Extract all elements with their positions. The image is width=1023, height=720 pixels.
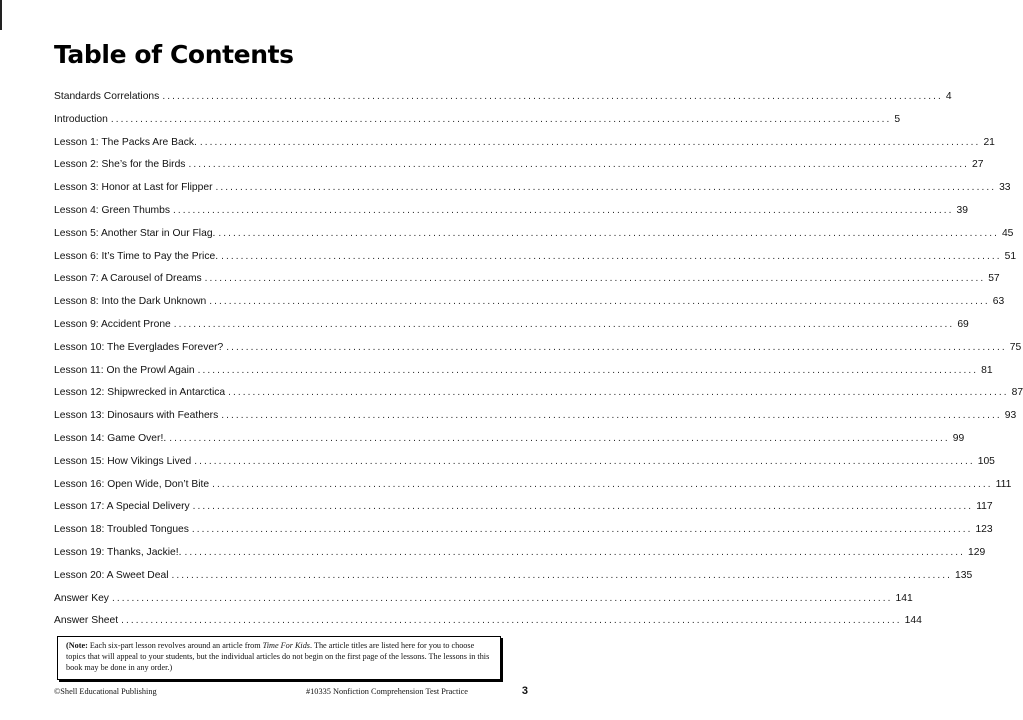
toc-dot-leader: ................................................................................................................................................................ xyxy=(192,501,974,513)
toc-entry-label: Lesson 7: A Carousel of Dreams xyxy=(54,273,202,285)
toc-dot-leader: ................................................................................................................................................................ xyxy=(218,227,999,239)
toc-dot-leader: ................................................................................................................................................................ xyxy=(212,478,993,490)
toc-entry-page: 27 xyxy=(972,159,984,171)
toc-entry-page: 105 xyxy=(977,455,995,467)
toc-entry-label: Introduction xyxy=(54,113,108,125)
toc-entry-label: Answer Sheet xyxy=(54,615,119,627)
toc-dot-leader: ................................................................................................................................................................ xyxy=(121,615,902,627)
toc-entry-label: Lesson 8: Into the Dark Unknown xyxy=(54,296,207,308)
toc-entry xyxy=(54,592,913,616)
page-title: Table of Contents xyxy=(54,40,294,69)
toc-entry-label: Lesson 3: Honor at Last for Flipper xyxy=(54,182,213,194)
toc-entry-label: Lesson 1: The Packs Are Back. xyxy=(54,136,197,148)
toc-entry-page: 63 xyxy=(992,296,1005,308)
note-publication: Time For Kids xyxy=(262,641,310,650)
toc-entry-page: 141 xyxy=(895,592,913,604)
toc-entry xyxy=(54,615,922,638)
toc-entry-label: Lesson 10: The Everglades Forever? xyxy=(54,341,224,353)
toc-entry-page: 21 xyxy=(983,136,995,148)
toc-entry-page: 81 xyxy=(981,364,993,376)
toc-entry xyxy=(54,113,901,137)
toc-entry-page: 99 xyxy=(952,432,965,444)
toc-dot-leader: ................................................................................................................................................................ xyxy=(173,318,955,330)
toc-entry xyxy=(54,204,969,228)
toc-dot-leader: ................................................................................................................................................................ xyxy=(111,592,893,604)
toc-entry-label: Lesson 19: Thanks, Jackie!. xyxy=(54,546,182,558)
toc-dot-leader: ................................................................................................................................................................ xyxy=(197,364,979,376)
toc-dot-leader: ................................................................................................................................................................ xyxy=(226,341,1007,353)
page-footer xyxy=(54,687,528,699)
toc-entry-label: Lesson 15: How Vikings Lived xyxy=(54,455,192,467)
toc-entry-label: Lesson 6: It’s Time to Pay the Price. xyxy=(54,250,219,262)
toc-dot-leader: ................................................................................................................................................................ xyxy=(173,204,954,216)
toc-entry-label: Lesson 4: Green Thumbs xyxy=(54,204,171,216)
toc-dot-leader: ................................................................................................................................................................ xyxy=(221,410,1002,422)
toc-entry-page: 33 xyxy=(999,182,1011,194)
toc-entry-page: 69 xyxy=(957,318,969,330)
toc-entry-label: Lesson 5: Another Star in Our Flag. xyxy=(54,227,216,239)
toc-entry-page: 117 xyxy=(976,501,993,513)
toc-entry-label: Lesson 18: Troubled Tongues xyxy=(54,524,189,536)
page-edge-mark xyxy=(0,0,2,30)
toc-entry-page: 144 xyxy=(904,615,922,627)
toc-entry xyxy=(54,364,993,388)
toc-dot-leader: ................................................................................................................................................................ xyxy=(228,387,1009,399)
toc-dot-leader: ................................................................................................................................................................ xyxy=(199,136,981,148)
toc-entry-page: 39 xyxy=(956,204,969,216)
toc-dot-leader: ................................................................................................................................................................ xyxy=(169,432,950,444)
footer-book-title: #10335 Nonfiction Comprehension Test Practice xyxy=(306,687,468,696)
toc-dot-leader: ................................................................................................................................................................ xyxy=(110,113,892,125)
toc-entry xyxy=(54,455,995,479)
toc-entry xyxy=(54,296,1005,319)
toc-dot-leader: ................................................................................................................................................................ xyxy=(204,273,986,285)
toc-dot-leader: ................................................................................................................................................................ xyxy=(209,296,990,308)
toc-entry-label: Lesson 13: Dinosaurs with Feathers xyxy=(54,410,219,422)
toc-entry-page: 4 xyxy=(945,91,952,102)
toc-entry-page: 129 xyxy=(967,546,986,558)
toc-dot-leader: ................................................................................................................................................................ xyxy=(191,524,973,536)
toc-entry xyxy=(54,318,969,342)
toc-entry-label: Lesson 11: On the Prowl Again xyxy=(54,364,195,376)
toc-entry-page: 123 xyxy=(975,524,993,536)
toc-entry-label: Lesson 20: A Sweet Deal xyxy=(54,569,169,581)
toc-dot-leader: ................................................................................................................................................................ xyxy=(171,569,953,581)
toc-entry-page: 51 xyxy=(1004,250,1017,262)
toc-dot-leader: ................................................................................................................................................................ xyxy=(194,455,975,467)
toc-dot-leader: ................................................................................................................................................................ xyxy=(188,159,969,171)
toc-entry-label: Standards Correlations xyxy=(54,91,160,102)
toc-entry xyxy=(54,546,986,570)
toc-entry xyxy=(54,410,1017,433)
note-label: (Note: xyxy=(66,641,88,650)
toc-entry-label: Lesson 2: She’s for the Birds xyxy=(54,159,186,171)
toc-entry-label: Lesson 14: Game Over!. xyxy=(54,432,167,444)
toc-entry-page: 57 xyxy=(988,273,1000,285)
toc-entry-label: Lesson 17: A Special Delivery xyxy=(54,501,190,513)
toc-entry xyxy=(54,501,993,524)
toc-entry-label: Lesson 9: Accident Prone xyxy=(54,318,171,330)
toc-dot-leader: ................................................................................................................................................................ xyxy=(184,546,965,558)
toc-entry-page: 135 xyxy=(955,569,973,581)
toc-dot-leader: ................................................................................................................................................................ xyxy=(215,182,997,194)
toc-entry xyxy=(54,432,965,456)
toc-entry xyxy=(54,387,1023,410)
toc-entry xyxy=(54,159,984,182)
toc-entry-page: 87 xyxy=(1011,387,1023,399)
note-text-1: Each six-part lesson revolves around an article from xyxy=(87,641,263,650)
toc-entry xyxy=(54,182,1011,205)
toc-entry xyxy=(54,341,1022,365)
toc-entry xyxy=(54,273,1000,296)
note-box xyxy=(57,636,501,680)
toc-entry-page: 75 xyxy=(1009,341,1022,353)
toc-entry-label: Answer Key xyxy=(54,592,109,604)
note-text-2: . The article titles are listed here for you to choose topics that will appeal to your students, but the individual articles do not begin on the first page of the lessons. The lessons in this book may be done in any order.) xyxy=(66,641,490,672)
footer-publisher: ©Shell Educational Publishing xyxy=(54,687,157,696)
toc-entry xyxy=(54,250,1017,274)
footer-page-number: 3 xyxy=(521,685,528,697)
toc-entry xyxy=(54,478,1012,502)
toc-entry xyxy=(54,227,1014,251)
toc-dot-leader: ................................................................................................................................................................ xyxy=(221,250,1002,262)
toc-entry-page: 5 xyxy=(894,113,901,125)
table-of-contents xyxy=(54,91,1023,638)
toc-entry-page: 45 xyxy=(1001,227,1014,239)
toc-entry xyxy=(54,136,995,160)
toc-entry-page: 93 xyxy=(1004,410,1017,422)
toc-entry xyxy=(54,91,952,114)
toc-entry-label: Lesson 16: Open Wide, Don’t Bite xyxy=(54,478,210,490)
toc-entry-label: Lesson 12: Shipwrecked in Antarctica xyxy=(54,387,226,399)
toc-entry-page: 111 xyxy=(995,478,1012,490)
toc-entry xyxy=(54,524,993,547)
toc-dot-leader: ................................................................................................................................................................ xyxy=(162,91,943,102)
toc-entry xyxy=(54,569,973,593)
